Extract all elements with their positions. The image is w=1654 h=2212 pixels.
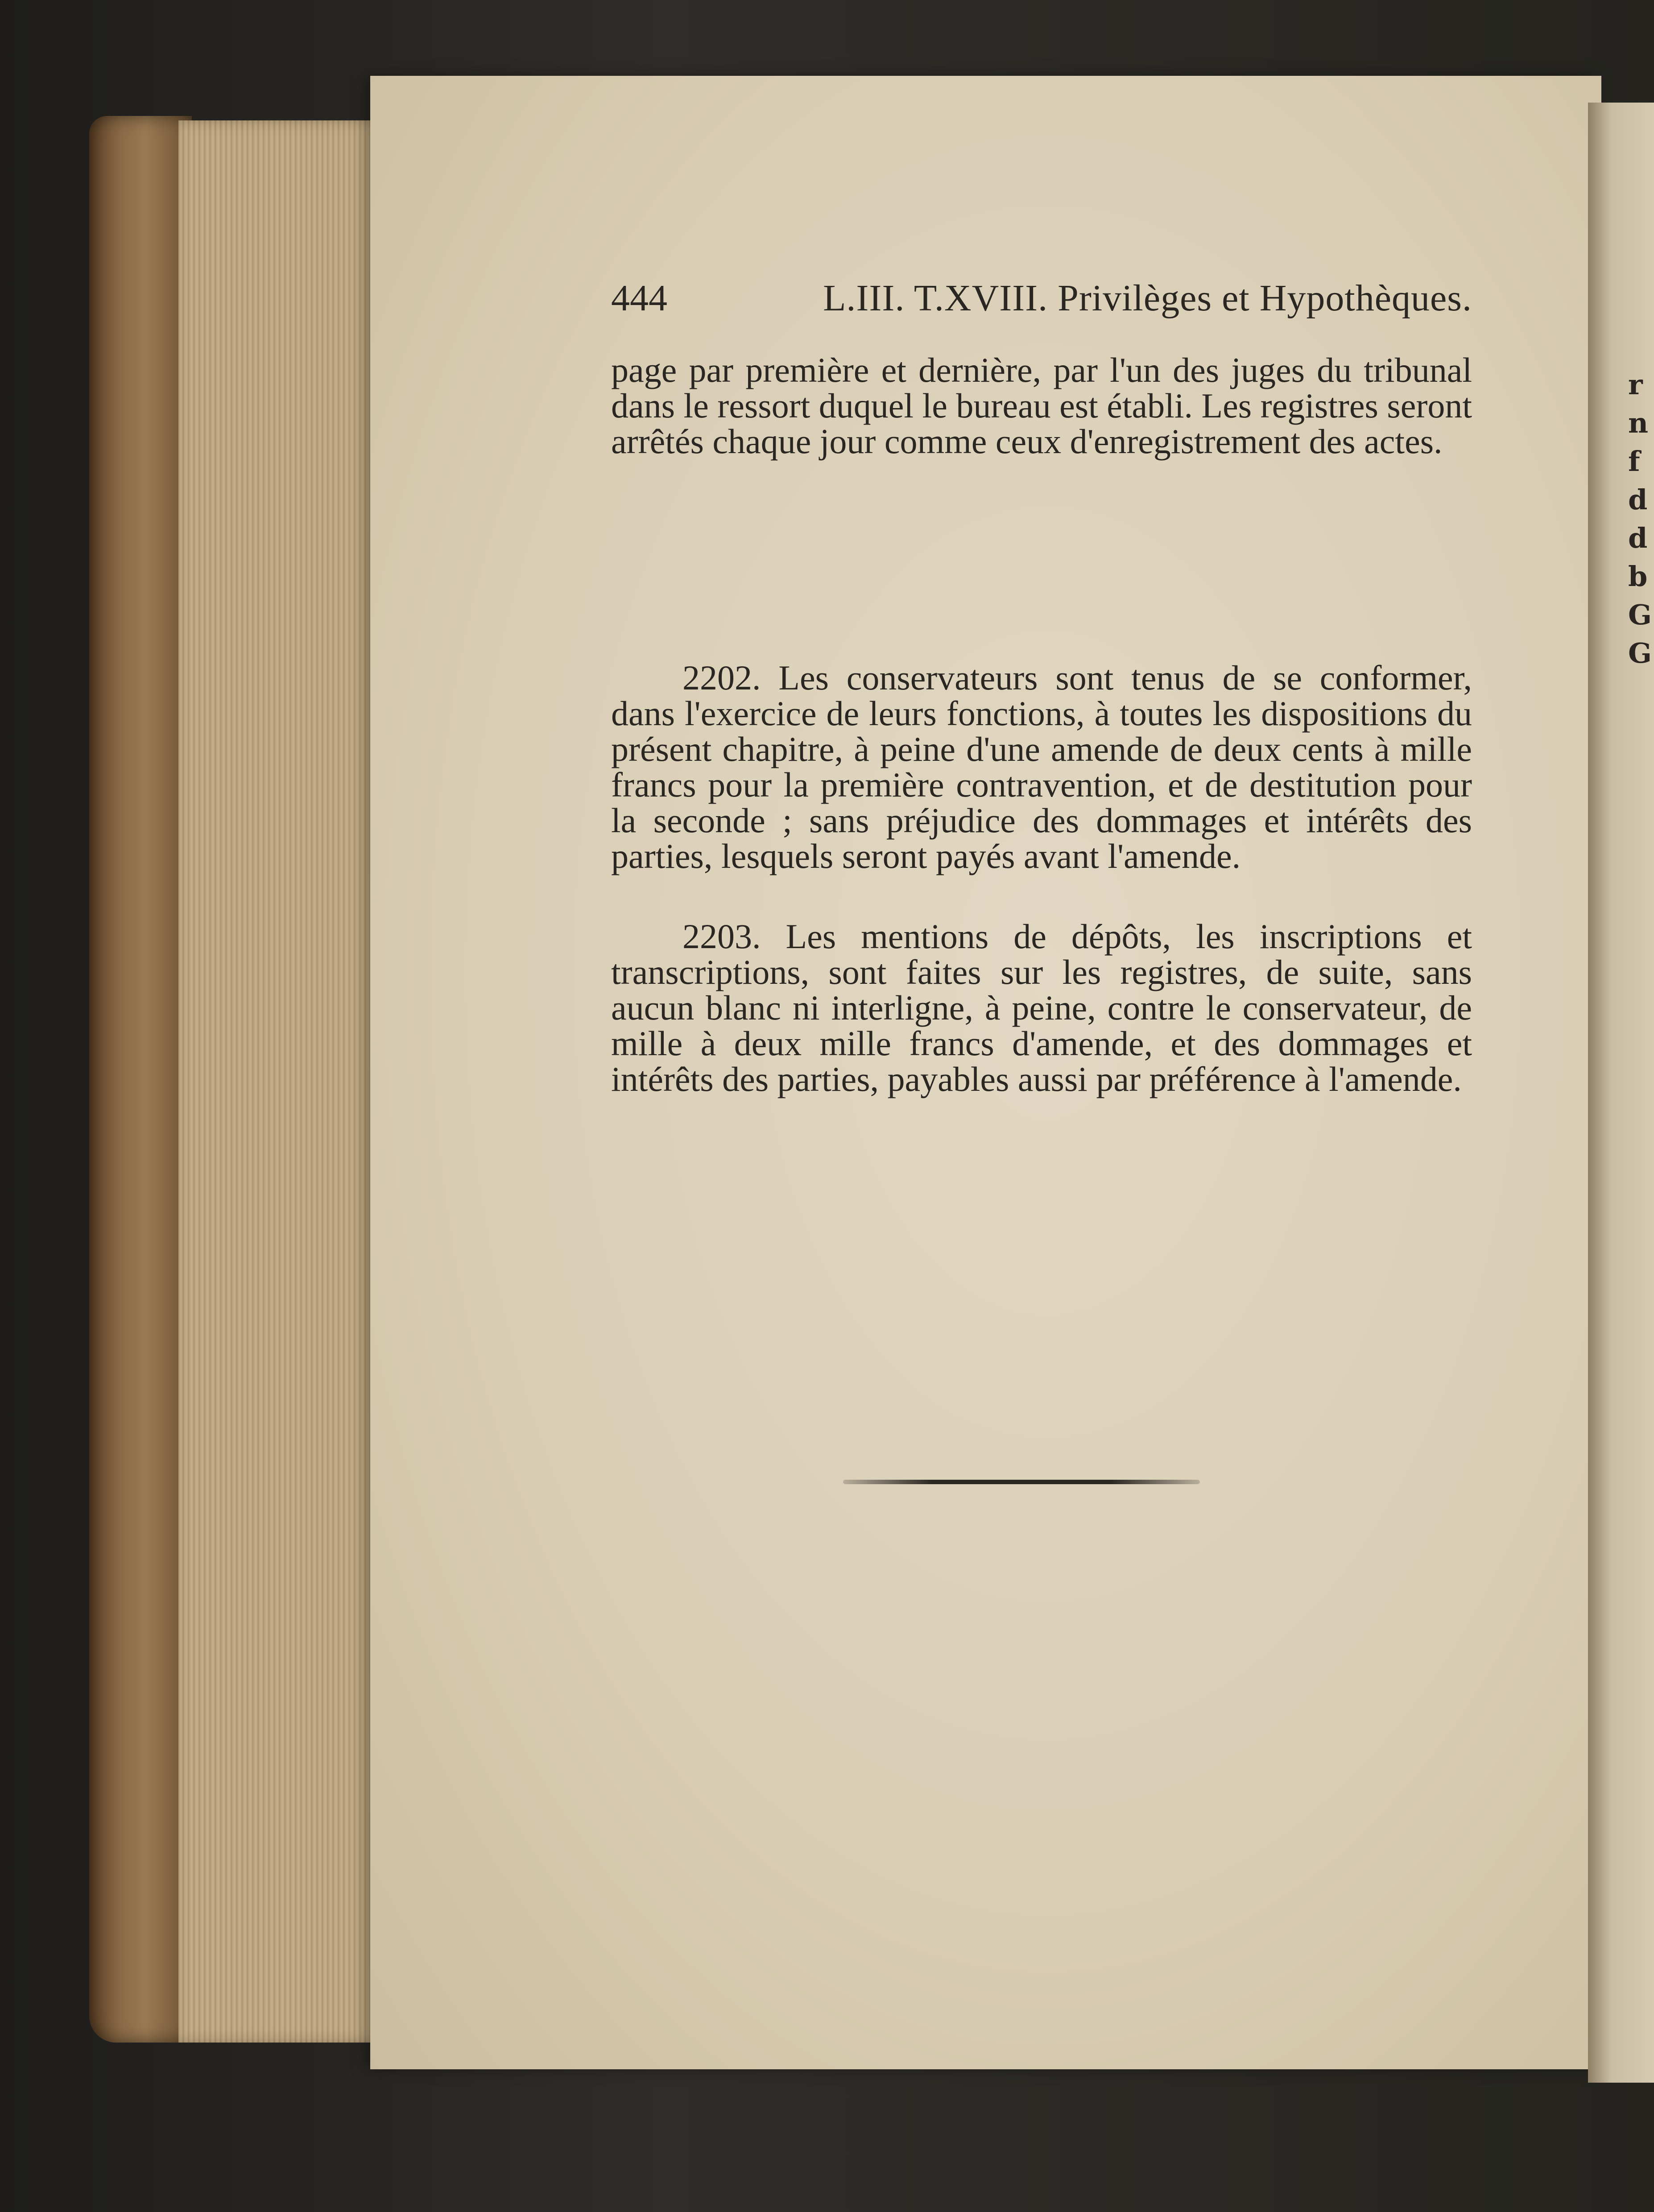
page-edges [178, 120, 384, 2043]
running-head [611, 276, 1472, 320]
continuation-text: page par première et dernière, par l'un des juges du tribunal dans le ressort duquel le bureau est établi. Les registres seront arrêtés chaque jour comme ceux d'enregistrement des actes. [611, 351, 1472, 461]
article-number: 2203. [682, 917, 761, 956]
article-text: Les conservateurs sont tenus de se conformer, dans l'exercice de leurs fonctions, à toutes les dispositions du présent chapitre, à peine d'une amende de deux cents à mille francs pour la première contravention, et de destitution pour la seconde ; sans préjudice des dommages et intérêts des parties, lesquels seront payés avant l'amende. [611, 658, 1472, 875]
continuation-paragraph [611, 352, 1472, 459]
section-rule [843, 1480, 1200, 1484]
article-paragraph [611, 919, 1472, 1097]
running-title: L.III. T.XVIII. Privilèges et Hypothèques. [823, 277, 1472, 319]
article-2202 [611, 660, 1472, 874]
book-binding [89, 116, 192, 2043]
article-text: Les mentions de dépôts, les inscriptions et transcriptions, sont faites sur les registres, de suite, sans aucun blanc ni interligne, à peine, contre le conservateur, de mille à deux mille francs d'amende, et des dommages et intérêts des parties, payables aussi par préférence à l'amende. [611, 917, 1472, 1098]
article-paragraph [611, 660, 1472, 874]
facing-page-fragments: r n f d d b G G [1628, 368, 1652, 669]
page-number: 444 [611, 277, 667, 319]
article-2203 [611, 919, 1472, 1097]
article-number: 2202. [682, 658, 761, 697]
